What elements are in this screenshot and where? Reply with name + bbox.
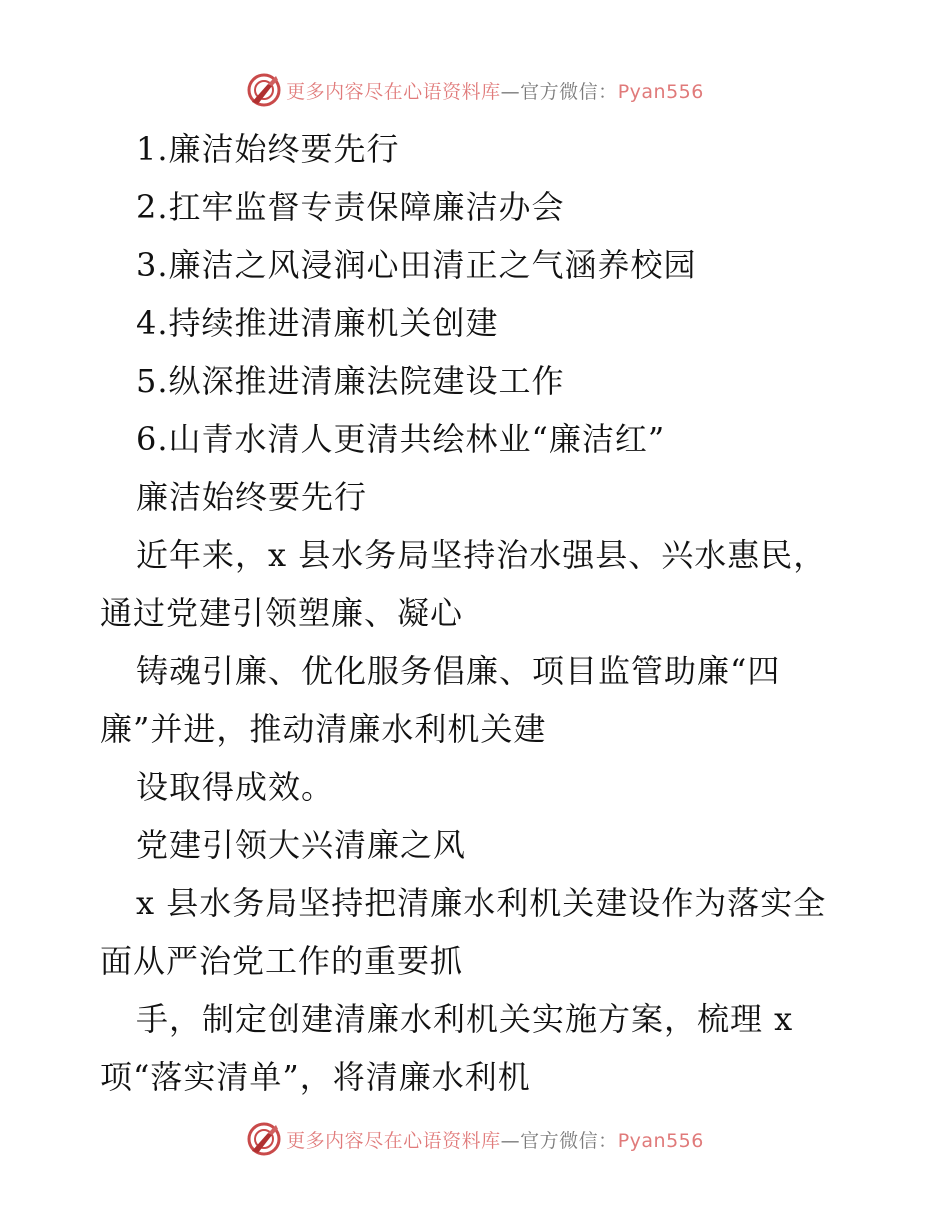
footer-banner bbox=[0, 1119, 950, 1159]
text-line: 4.持续推进清廉机关创建 bbox=[136, 304, 499, 342]
brand-logo-icon bbox=[246, 72, 282, 108]
header-banner-id: Pyan556 bbox=[617, 80, 704, 103]
text-line: 近年来，x 县水务局坚持治水强县、兴水惠民， bbox=[136, 536, 827, 574]
text-line: 5.纵深推进清廉法院建设工作 bbox=[136, 362, 565, 400]
text-line: 项“落实清单”，将清廉水利机 bbox=[100, 1058, 531, 1096]
text-line: 设取得成效。 bbox=[136, 768, 335, 806]
footer-banner-dash: —官方微信： bbox=[500, 1129, 618, 1152]
header-banner-text bbox=[286, 77, 704, 104]
brand-logo-icon bbox=[246, 1121, 282, 1157]
footer-banner-main: 更多内容尽在心语资料库 bbox=[286, 1129, 501, 1152]
header-banner bbox=[0, 70, 950, 110]
document-body bbox=[100, 120, 860, 1106]
footer-banner-inner bbox=[246, 1121, 704, 1157]
text-line: 1.廉洁始终要先行 bbox=[136, 130, 400, 168]
text-line: 3.廉洁之风浸润心田清正之气涵养校园 bbox=[136, 246, 697, 284]
footer-banner-id: Pyan556 bbox=[617, 1129, 704, 1152]
text-line: 党建引领大兴清廉之风 bbox=[136, 826, 467, 864]
text-line: x 县水务局坚持把清廉水利机关建设作为落实全 bbox=[136, 884, 827, 922]
text-line: 6.山青水清人更清共绘林业“廉洁红” bbox=[136, 420, 666, 458]
footer-banner-text bbox=[286, 1126, 704, 1153]
header-banner-main: 更多内容尽在心语资料库 bbox=[286, 80, 501, 103]
text-line: 手，制定创建清廉水利机关实施方案，梳理 x bbox=[136, 1000, 794, 1038]
text-line: 铸魂引廉、优化服务倡廉、项目监管助廉“四 bbox=[136, 652, 781, 690]
text-line: 2.扛牢监督专责保障廉洁办会 bbox=[136, 188, 565, 226]
text-line: 廉洁始终要先行 bbox=[136, 478, 368, 516]
text-line: 面从严治党工作的重要抓 bbox=[100, 942, 464, 980]
header-banner-dash: —官方微信： bbox=[500, 80, 618, 103]
text-line: 通过党建引领塑廉、凝心 bbox=[100, 594, 464, 632]
text-line: 廉”并进，推动清廉水利机关建 bbox=[100, 710, 547, 748]
header-banner-inner bbox=[246, 72, 704, 108]
